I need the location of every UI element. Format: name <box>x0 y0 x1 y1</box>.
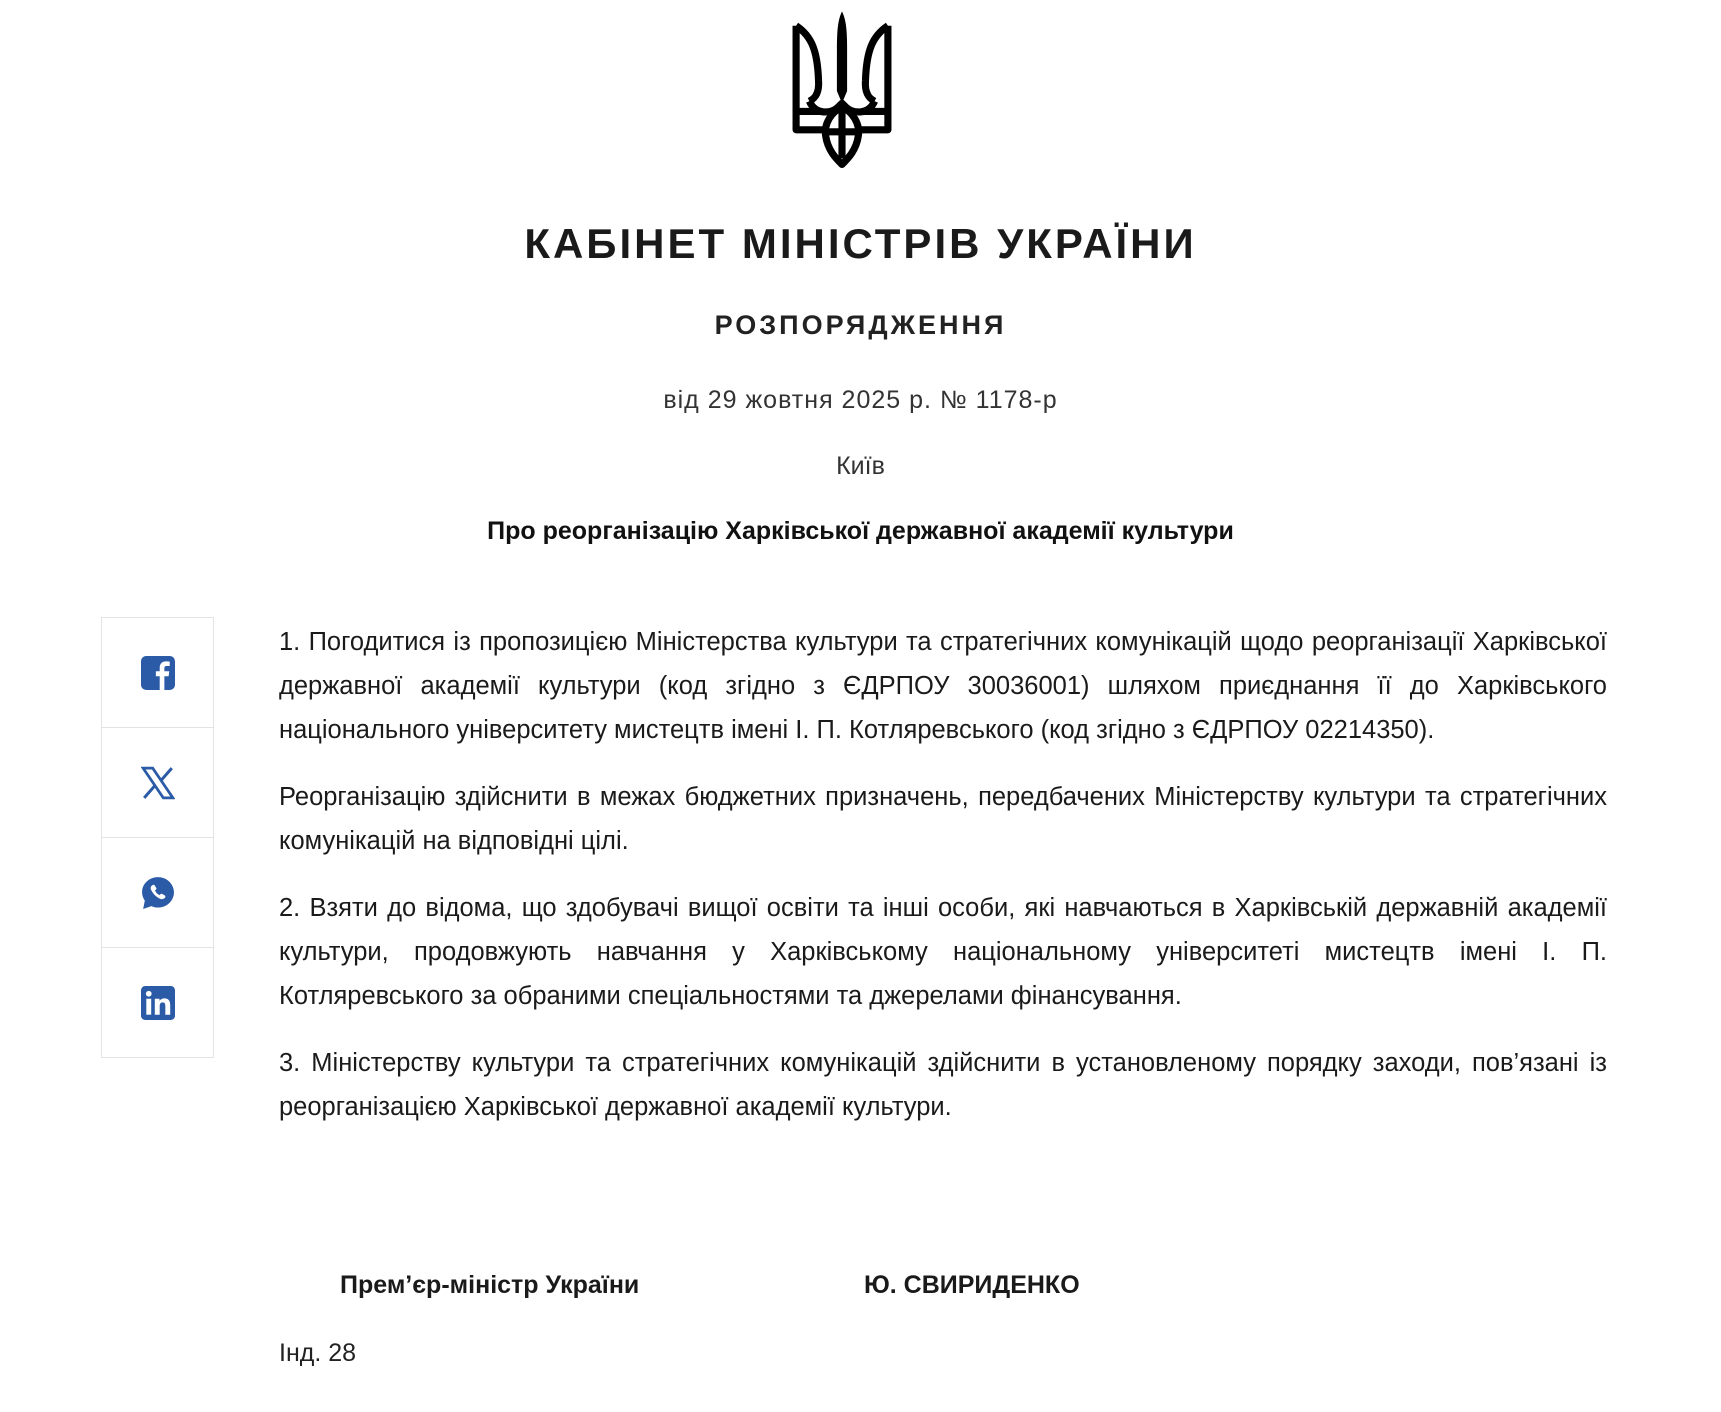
paragraph-3: 3. Міністерству культури та стратегічних комунікацій здійснити в установленому порядку заходи, пов’язані із реорганізацією Харківської державної академії культури. <box>279 1049 1607 1121</box>
page-title: КАБІНЕТ МІНІСТРІВ УКРАЇНИ <box>524 220 1197 267</box>
share-x-button[interactable] <box>102 728 213 838</box>
paragraph-2: 2. Взяти до відома, що здобувачі вищої освіти та інші особи, які навчаються в Харківській державній академії культури, продовжують навчання у Харківському національному університеті мистецтв імені І. П. Котляревського за обраними спеціальностями та джерелами фінансування. <box>279 894 1607 1010</box>
linkedin-icon <box>141 986 175 1020</box>
document-body <box>279 620 1607 1152</box>
trident-icon <box>791 8 893 174</box>
facebook-icon <box>141 656 175 690</box>
share-whatsapp-button[interactable] <box>102 838 213 948</box>
paragraph-1: 1. Погодитися із пропозицією Міністерства культури та стратегічних комунікацій щодо реорганізації Харківської державної академії культури (код згідно з ЄДРПОУ 30036001) шляхом приєднання її до Харківського національного університету мистецтв імені І. П. Котляревського (код згідно з ЄДРПОУ 02214350). <box>279 628 1607 744</box>
signature-name: Ю. СВИРИДЕНКО <box>864 1271 1080 1299</box>
document-city: Київ <box>836 452 885 480</box>
document-type: РОЗПОРЯДЖЕННЯ <box>714 310 1007 340</box>
share-facebook-button[interactable] <box>102 618 213 728</box>
share-panel <box>101 617 214 1058</box>
signature-role: Прем’єр-міністр України <box>340 1271 640 1299</box>
x-icon <box>141 766 175 800</box>
document-index: Інд. 28 <box>279 1339 357 1367</box>
document-date-number: від 29 жовтня 2025 р. № 1178-р <box>663 386 1058 414</box>
share-linkedin-button[interactable] <box>102 948 213 1057</box>
document-subject: Про реорганізацію Харківської державної академії культури <box>487 517 1234 545</box>
whatsapp-icon <box>141 876 175 910</box>
paragraph-1-note: Реорганізацію здійснити в межах бюджетних призначень, передбачених Міністерству культури та стратегічних комунікацій на відповідні цілі. <box>279 783 1607 855</box>
